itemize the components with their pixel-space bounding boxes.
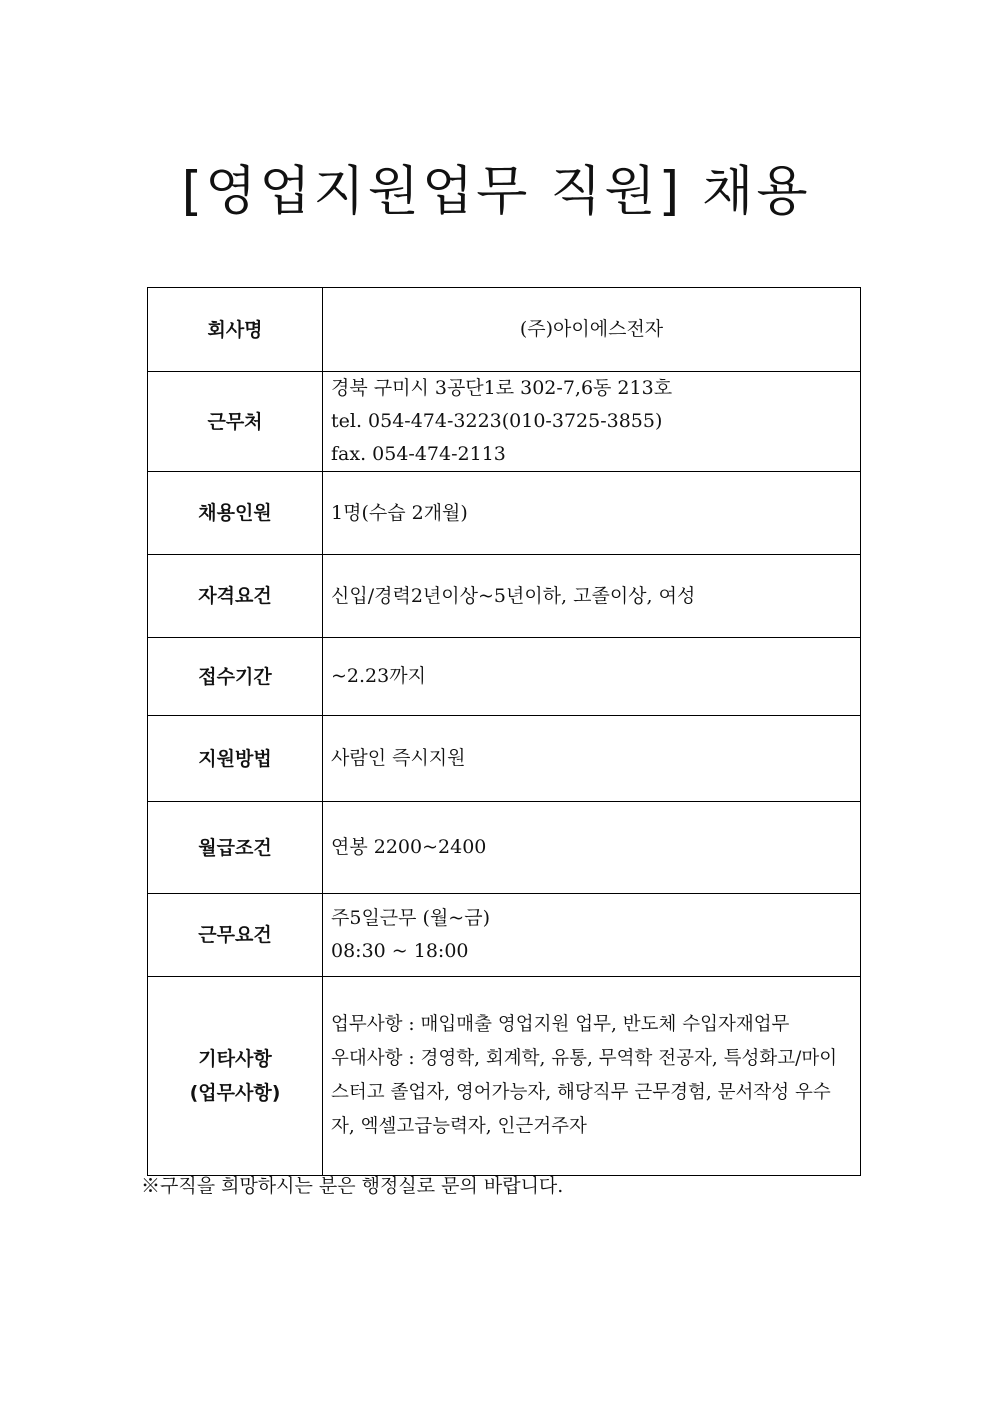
row-label-application-method: 지원방법	[148, 716, 323, 802]
row-value-application-method	[323, 716, 861, 802]
company-name: (주)아이에스전자	[519, 318, 664, 340]
row-value-work-conditions	[323, 894, 861, 977]
table-row	[148, 288, 861, 372]
row-label-headcount: 채용인원	[148, 472, 323, 555]
table-row	[148, 555, 861, 638]
row-value-workplace	[323, 372, 861, 472]
other-label-sub: (업무사항)	[189, 1082, 281, 1104]
page-title: [영업지원업무 직원] 채용	[181, 161, 811, 222]
footnote: ※구직을 희망하시는 분은 행정실로 문의 바랍니다.	[141, 1175, 564, 1197]
row-value-other	[323, 977, 861, 1176]
table-row	[148, 802, 861, 894]
application-period-text: ~2.23까지	[331, 665, 426, 687]
row-label-qualifications: 자격요건	[148, 555, 323, 638]
table-row	[148, 638, 861, 716]
salary-text: 연봉 2200~2400	[331, 836, 487, 858]
row-label-workplace: 근무처	[148, 372, 323, 472]
row-label-work-conditions: 근무요건	[148, 894, 323, 977]
row-label-application-period: 접수기간	[148, 638, 323, 716]
row-label-company: 회사명	[148, 288, 323, 372]
row-value-company	[323, 288, 861, 372]
row-value-headcount	[323, 472, 861, 555]
row-label-other	[148, 977, 323, 1176]
row-value-qualifications	[323, 555, 861, 638]
work-hours-text: 08:30 ~ 18:00	[331, 940, 469, 962]
preferences-text: 우대사항 : 경영학, 회계학, 유통, 무역학 전공자, 특성화고/마이스터고 졸업자, 영어가능자, 해당직무 근무경험, 문서작성 우수자, 엑셀고급능력자, 인근거주자	[331, 1048, 838, 1137]
work-days-text: 주5일근무 (월~금)	[331, 907, 490, 929]
other-label: 기타사항	[198, 1048, 272, 1070]
application-method-text: 사람인 즉시지원	[331, 747, 466, 769]
row-value-application-period	[323, 638, 861, 716]
table-row	[148, 472, 861, 555]
row-label-salary: 월급조건	[148, 802, 323, 894]
workplace-address: 경북 구미시 3공단1로 302-7,6동 213호	[331, 377, 673, 399]
duties-text: 업무사항 : 매입매출 영업지원 업무, 반도체 수입자재업무	[331, 1014, 790, 1035]
table-row	[148, 894, 861, 977]
qualifications-text: 신입/경력2년이상~5년이하, 고졸이상, 여성	[331, 584, 696, 607]
table-row	[148, 716, 861, 802]
table-row	[148, 372, 861, 472]
row-value-salary	[323, 802, 861, 894]
workplace-fax: fax. 054-474-2113	[331, 443, 506, 465]
headcount-text: 1명(수습 2개월)	[331, 501, 468, 524]
table-row	[148, 977, 861, 1176]
job-info-table	[147, 287, 861, 1176]
workplace-tel: tel. 054-474-3223(010-3725-3855)	[331, 410, 663, 432]
